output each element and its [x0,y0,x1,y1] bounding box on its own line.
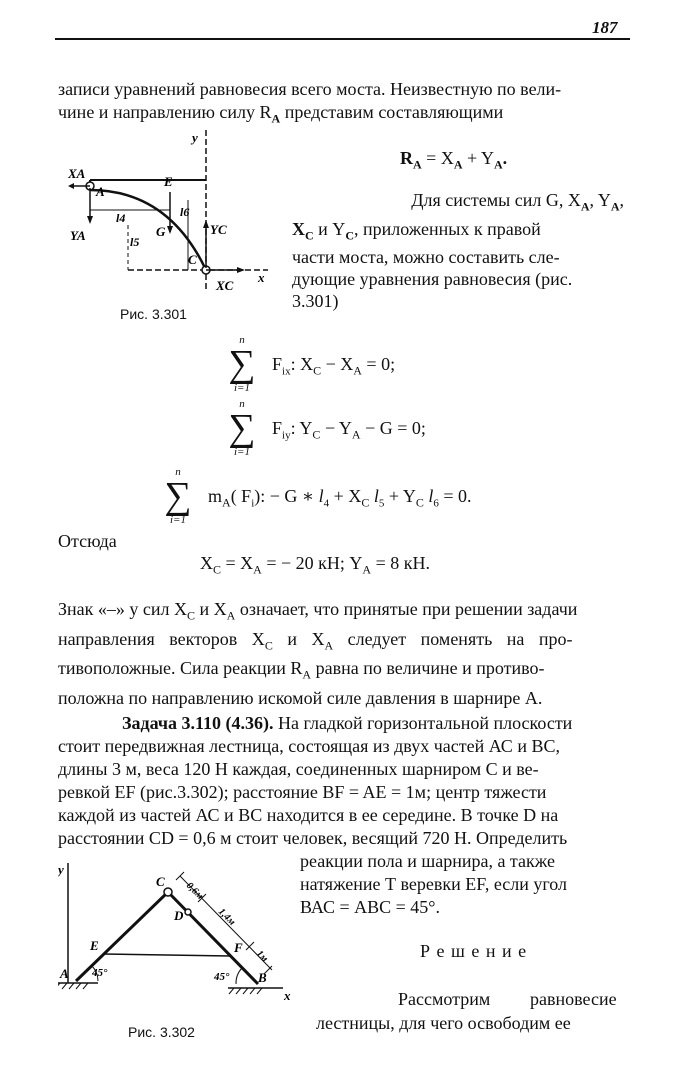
eq3-m-sub: A [222,495,231,510]
fig301-xc-head [237,267,245,273]
fig302-label-f: F [234,940,243,955]
task-line-1-text: На гладкой горизонтальной плоскости [273,713,573,733]
eq3-f: ( F [230,486,252,506]
sum1-top: n [239,334,245,346]
equation-moments [208,486,472,511]
fig301-label-y: y [192,130,198,145]
caption-3-301: Рис. 3.301 [120,306,187,322]
figure-3-301 [68,130,278,300]
forces-line-2 [292,218,624,247]
eq3-end: = 0. [438,486,472,506]
sign-l1c: означает, что принятые при решении задачи [235,599,578,619]
task-line-4: ревкой EF (рис.3.302); расстояние BF = AE = 1м; центр тяжести [58,782,547,802]
solution-line-2: лестницы, для чего освободим ее [316,1013,571,1033]
fig301-yc-head [203,220,209,228]
sum3-top: n [175,466,181,478]
eq2-body2: − Y [320,418,352,438]
sign-line-3 [58,657,626,687]
sign-l2s1: C [264,638,273,653]
equation-fix [272,354,395,379]
eq3-xc: + X [329,486,362,506]
sign-l1s1: C [187,608,196,623]
task-line-7: реакции пола и шарнира, а также [300,851,555,871]
task-line-2: стоит передвижная лестница, состоящая из двух частей АС и ВС, [58,736,560,756]
fig302-label-c: C [156,874,165,889]
fig301-label-l6: l6 [180,205,190,219]
sum2-sigma: ∑ [228,407,256,449]
forces-line-1-end: , [619,190,624,210]
equation-fiy [272,418,426,443]
result-line [200,553,430,578]
eq3-g: ): − G ∗ [254,486,319,506]
header-rule [55,38,630,40]
eq3-l4-sub: 4 [323,497,330,510]
sign-l3b: равна по величине и противо- [311,658,545,679]
sign-l3: тивоположные. Сила реакции R [58,658,303,679]
forces-line-2-text: X [292,218,305,239]
sign-l2c: следует поменять на про- [333,628,573,649]
forces-paragraph [292,189,624,312]
eq3-l5-sub: 5 [378,497,385,510]
forces-line-1-text: Для системы сил G, X [411,190,581,210]
fig302-angle-b [236,968,242,984]
fig302-label-1-4m: 1,4м [215,906,238,928]
eq2-body: : Y [290,418,313,438]
fig302-hatch-left [58,983,88,989]
result-xa: = X [221,553,254,573]
fig302-label-y: y [58,862,64,877]
result-xa-sub: A [253,562,262,577]
forces-line-5: 3.301) [292,291,339,312]
eq1-body2: − X [321,354,354,374]
sum3-sigma: ∑ [164,475,192,517]
eq1-body3: = 0; [361,354,396,374]
eq3-m: m [208,486,223,506]
formula-ra [400,148,507,173]
eq1-sub1: C [313,363,322,378]
fig302-label-b: B [258,970,267,985]
eq3-l5: l [369,486,379,506]
sum-sign-3 [158,466,198,526]
forces-line-2-end: , приложенных к правой [353,218,541,239]
eq1-body: : X [290,354,314,374]
eq2-body3: − G = 0; [360,418,426,438]
solution-word-1: Рассмотрим [398,989,491,1009]
solution-heading: Р е ш е н и е [420,941,528,961]
sign-l1a: Знак «–» у сил X [58,599,187,619]
task-line-1 [58,712,628,735]
eq1-label: F [272,354,283,374]
fig302-label-1m: 1м [253,948,271,965]
eq1-label-sub: ix [282,365,291,378]
ra-lhs: R [400,148,413,168]
fig302-hinge-c [164,888,172,896]
fig301-label-l5: l5 [130,235,140,249]
solution-word-2: равновесие [530,989,617,1009]
task-line-8: натяжение Т веревки EF, если угол [300,874,568,894]
caption-3-302: Рис. 3.302 [128,1024,195,1040]
sign-l2b: и X [272,628,325,649]
fig302-leg-bc [168,892,258,984]
eq2-label-sub: iy [282,429,291,442]
page-number: 187 [592,18,618,37]
forces-ya-sub: A [610,199,620,214]
fig301-label-ya: YA [70,228,86,243]
task-paragraph [58,712,628,850]
task-line-6: расстоянии CD = 0,6 м стоит человек, весящий 720 Н. Определить [58,828,568,848]
sign-line-2 [58,628,626,658]
result-xc-sub: C [213,562,222,577]
task-line-9: ВАС = АВС = 45°. [300,897,440,917]
ra-mid-sub: A [453,157,463,172]
fig302-label-45-right: 45° [214,971,230,983]
fig301-label-yc: YC [210,222,227,237]
fig301-label-g: G [156,224,166,239]
eq3-f-sub: i [251,497,255,510]
sum2-bottom: i=1 [234,446,250,458]
intro-line-2-text: чине и направлению силу R [58,102,272,122]
sign-paragraph [58,598,626,710]
fig302-label-0-6m: 0,6м [183,880,206,902]
sum2-top: n [239,398,245,410]
forces-xa-sub: A [580,199,590,214]
intro-line-2 [58,101,618,131]
sum-sign-2 [222,398,262,458]
ra-tail-sub: A [493,157,503,172]
forces-line-3: части моста, можно составить сле- [292,247,560,268]
ra-mid: = X [421,148,454,168]
fig301-label-x: x [258,270,265,285]
fig302-label-45-left: 45° [92,967,108,979]
fig301-label-l4: l4 [116,211,126,225]
fig302-label-a: A [60,966,69,981]
sum1-sigma: ∑ [228,343,256,385]
sum3-bottom: i=1 [170,514,186,526]
eq1-sub2: A [353,363,362,378]
result-xc: X [200,553,213,573]
sign-l3s: A [302,667,312,682]
ra-lhs-sub: A [413,157,422,172]
sign-line-1 [58,598,626,628]
fig302-label-d: D [174,908,184,923]
otsyuda: Отсюда [58,531,117,551]
fig302-label-x: x [284,988,291,1003]
fig302-leg-ac [76,892,168,981]
task-continuation [300,850,630,919]
fig301-g-head [167,226,173,234]
forces-line-4: дующие уравнения равновесия (рис. [292,269,573,290]
task-title: Задача 3.110 (4.36). [122,713,274,733]
intro-ra-sub: A [271,111,281,126]
eq2-sub1: C [312,427,321,442]
fig302-label-e: E [90,938,99,953]
sign-line-4: положна по направлению искомой силе давления в шарнире А. [58,687,543,708]
forces-line-2-mid: и Y [313,218,346,239]
fig302-point-d [185,909,191,915]
eq3-xc-sub: C [361,495,370,510]
fig301-label-xa: XA [68,166,86,181]
intro-line-1: записи уравнений равновесия всего моста. Неизвестную по вели- [58,79,562,99]
fig301-xa-head [68,183,74,189]
result-value: = − 20 кН; Y [261,553,363,573]
eq3-yc: + Y [384,486,416,506]
eq3-l6-sub: 6 [433,497,439,510]
sign-l2s2: A [324,638,334,653]
forces-yc-sub: C [345,228,354,243]
sign-l1b: и X [195,599,227,619]
sign-l2a: направления векторов X [58,628,265,649]
fig301-label-c: C [188,252,197,267]
eq2-label: F [272,418,283,438]
ra-tail: + Y [462,148,494,168]
fig302-rope-ef [104,954,230,956]
eq3-l6: l [423,486,434,506]
fig301-label-a: A [96,184,105,199]
task-line-3: длины 3 м, веса 120 Н каждая, соединенных шарниром С и ве- [58,759,539,779]
intro-line-2-end: представим составляющими [280,102,504,122]
sum1-bottom: i=1 [234,382,250,394]
task-line-5: каждой из частей АС и ВС находится в ее середине. В точке D на [58,805,559,825]
forces-xc-sub: C [305,228,314,243]
fig301-label-xc: XC [216,278,234,293]
eq3-l4: l [318,486,324,506]
fig301-label-e: E [164,174,173,189]
figure-3-302 [58,858,308,1008]
result-ya-sub: A [362,562,372,577]
eq3-yc-sub: C [415,495,424,510]
sign-l1s2: A [226,608,236,623]
result-ya-value: = 8 кН. [371,553,430,573]
forces-line-1-rest: , Y [589,190,611,210]
eq2-sub2: A [351,427,361,442]
sum-sign-1 [222,334,262,394]
fig301-ya-head [87,216,93,224]
ra-dot: . [502,148,508,168]
forces-line-1 [292,189,624,218]
fig302-hatch-right [229,988,262,994]
